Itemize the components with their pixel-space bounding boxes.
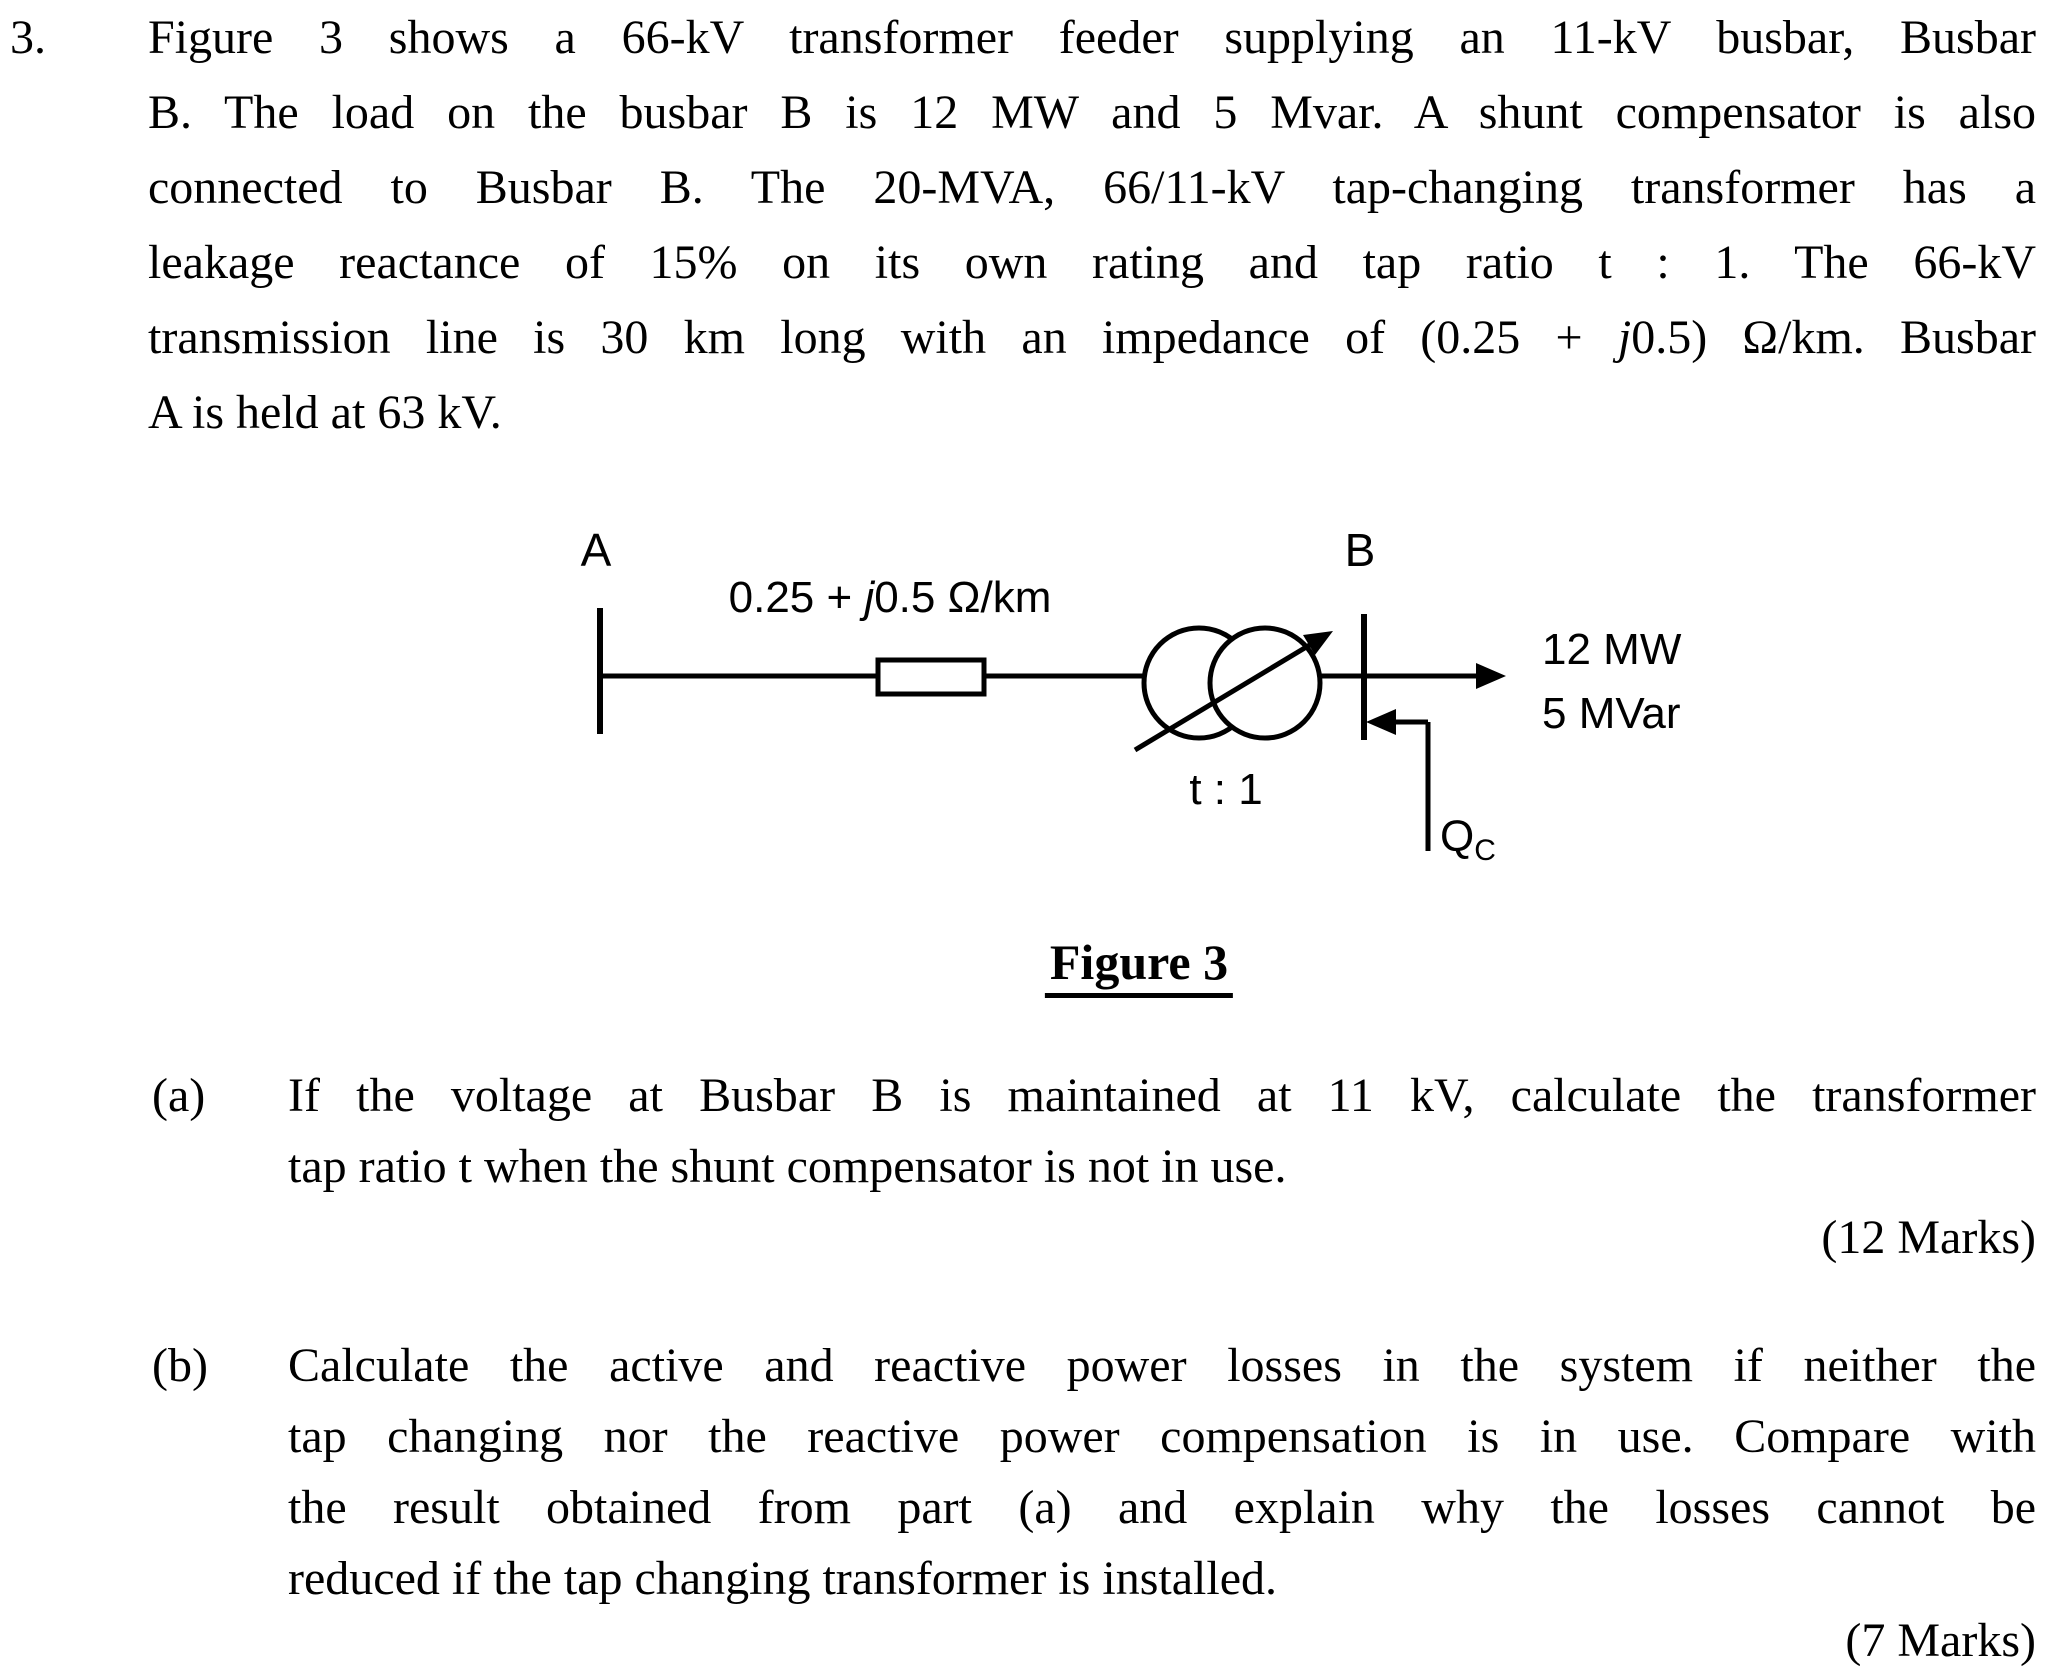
line-impedance-label-pre: 0.25 + xyxy=(728,573,865,622)
part-b-label: (b) xyxy=(152,1339,208,1392)
intro-line-6: A is held at 63 kV. xyxy=(148,386,502,439)
busbar-a-label: A xyxy=(580,524,612,576)
compensator-label-q: Q xyxy=(1440,812,1475,861)
busbar-b-label: B xyxy=(1344,524,1376,576)
part-b-line-3: the result obtained from part (a) and explain why the losses cannot be xyxy=(288,1481,2036,1534)
compensator-label-subscript: C xyxy=(1474,834,1496,867)
intro-line-5 xyxy=(148,300,2036,375)
part-a-marks: (12 Marks) xyxy=(1821,1211,2036,1264)
part-b-line-4: reduced if the tap changing transformer is installed. xyxy=(288,1552,1277,1605)
part-a-text xyxy=(288,1060,2036,1202)
compensator-arrowhead xyxy=(1366,709,1396,735)
question-number: 3. xyxy=(10,11,46,64)
part-b-text xyxy=(288,1330,2036,1614)
line-impedance-box xyxy=(878,660,984,694)
intro-line-2: B. The load on the busbar B is 12 MW and 5 Mvar. A shunt compensator is also xyxy=(148,86,2036,139)
figure-diagram xyxy=(480,520,1760,880)
part-b-line-1: Calculate the active and reactive power losses in the system if neither the xyxy=(288,1339,2036,1392)
load-active-power-label: 12 MW xyxy=(1542,625,1682,674)
figure-caption: Figure 3 xyxy=(1045,933,1233,998)
intro-line-5-italic-j: j xyxy=(1617,311,1632,364)
figure xyxy=(480,520,1760,880)
transformer-secondary-winding xyxy=(1210,628,1320,738)
load-reactive-power-label: 5 MVar xyxy=(1542,689,1681,738)
line-impedance-label xyxy=(729,573,1052,622)
compensator-label xyxy=(1440,812,1496,867)
part-a-line-1: If the voltage at Busbar B is maintained at 11 kV, calculate the transformer xyxy=(288,1069,2036,1122)
part-a-label: (a) xyxy=(152,1069,206,1122)
question-intro-paragraph xyxy=(148,0,2036,450)
intro-line-5-pre: transmission line is 30 km long with an impedance of (0.25 + xyxy=(148,311,1618,364)
part-b-marks: (7 Marks) xyxy=(1845,1614,2036,1667)
intro-line-3: connected to Busbar B. The 20-MVA, 66/11-kV tap-changing transformer has a xyxy=(148,161,2036,214)
load-arrowhead xyxy=(1476,663,1506,689)
part-b-line-2: tap changing nor the reactive power compensation is in use. Compare with xyxy=(288,1410,2036,1463)
intro-line-5-post: 0.5) Ω/km. Busbar xyxy=(1631,311,2037,364)
intro-line-4: leakage reactance of 15% on its own rating and tap ratio t : 1. The 66-kV xyxy=(148,236,2036,289)
tap-ratio-label: t : 1 xyxy=(1189,765,1263,814)
line-impedance-label-italic-j: j xyxy=(864,573,875,622)
intro-line-1: Figure 3 shows a 66-kV transformer feeder supplying an 11-kV busbar, Busbar xyxy=(148,11,2036,64)
part-a-line-2: tap ratio t when the shunt compensator is not in use. xyxy=(288,1140,1287,1193)
line-impedance-label-post: 0.5 Ω/km xyxy=(874,573,1052,622)
